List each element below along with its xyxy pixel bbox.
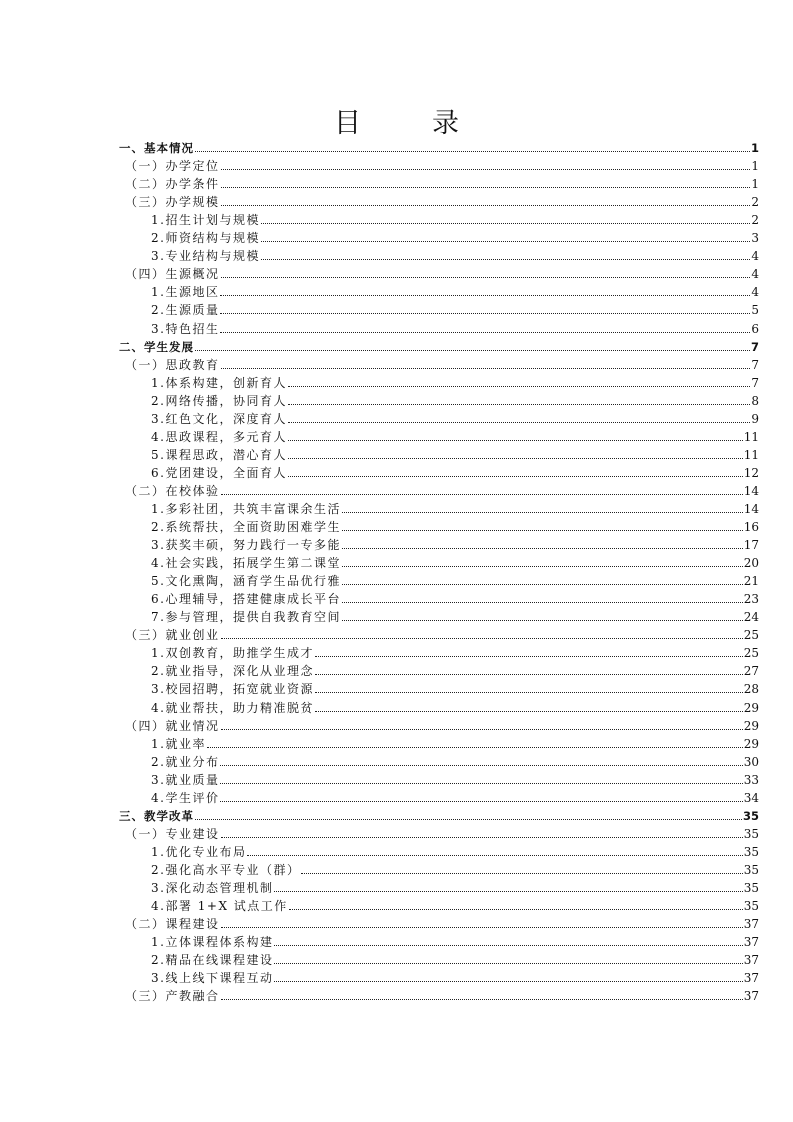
toc-entry[interactable] xyxy=(119,985,759,1003)
toc-entry-page-number: 16 xyxy=(743,520,759,535)
toc-entry[interactable] xyxy=(119,462,759,480)
toc-entry[interactable] xyxy=(119,678,759,696)
dot-leader xyxy=(221,186,751,188)
toc-entry-page-number: 37 xyxy=(743,953,759,968)
dot-leader xyxy=(342,529,743,531)
toc-entry[interactable] xyxy=(119,317,759,335)
toc-entry-label: 6.党团建设，全面育人 xyxy=(151,465,287,480)
toc-entry[interactable] xyxy=(119,498,759,516)
toc-entry[interactable] xyxy=(119,516,759,534)
toc-entry-page-number: 30 xyxy=(743,754,759,769)
dot-leader xyxy=(221,367,751,369)
toc-entry-label: 3.深化动态管理机制 xyxy=(151,880,274,895)
toc-entry-label: 6.心理辅导，搭建健康成长平台 xyxy=(151,592,341,607)
toc-entry-label: 1.优化专业布局 xyxy=(151,844,247,859)
dot-leader xyxy=(220,331,750,333)
toc-entry-page-number: 4 xyxy=(751,249,759,264)
toc-entry-page-number: 11 xyxy=(743,447,759,462)
toc-entry-label: 3.红色文化，深度育人 xyxy=(151,411,287,426)
toc-entry-page-number: 37 xyxy=(743,971,759,986)
dot-leader xyxy=(288,403,750,405)
toc-entry[interactable] xyxy=(119,967,759,985)
dot-leader xyxy=(221,836,743,838)
toc-entry-page-number: 35 xyxy=(743,826,759,841)
dot-leader xyxy=(220,764,742,766)
toc-entry-label: （二）在校体验 xyxy=(125,483,220,498)
toc-entry-page-number: 7 xyxy=(750,339,759,354)
dot-leader xyxy=(221,728,743,730)
toc-entry-label: 二、学生发展 xyxy=(119,339,194,354)
dot-leader xyxy=(221,276,751,278)
toc-entry-page-number: 14 xyxy=(743,501,759,516)
toc-entry-label: （四）就业情况 xyxy=(125,718,220,733)
toc-entry-page-number: 25 xyxy=(743,628,759,643)
toc-entry[interactable] xyxy=(119,354,759,372)
toc-entry-page-number: 14 xyxy=(743,483,759,498)
toc-entry-page-number: 29 xyxy=(743,736,759,751)
dot-leader xyxy=(342,583,743,585)
toc-entry-page-number: 37 xyxy=(743,917,759,932)
toc-entry-label: 2.网络传播，协同育人 xyxy=(151,393,287,408)
toc-entry-label: 1.双创教育，助推学生成才 xyxy=(151,646,314,661)
toc-entry-label: 2.就业分布 xyxy=(151,754,220,769)
dot-leader xyxy=(195,150,750,152)
dot-leader xyxy=(195,349,750,351)
toc-entry-label: 4.思政课程，多元育人 xyxy=(151,429,287,444)
toc-entry-page-number: 35 xyxy=(743,844,759,859)
toc-entry[interactable] xyxy=(119,624,759,642)
dot-leader xyxy=(315,691,743,693)
dot-leader xyxy=(288,439,743,441)
dot-leader xyxy=(315,655,743,657)
toc-entry-label: （一）办学定位 xyxy=(125,159,220,174)
toc-entry-label: 3.校园招聘，拓宽就业资源 xyxy=(151,682,314,697)
toc-entry-label: 3.就业质量 xyxy=(151,772,220,787)
toc-entry-page-number: 37 xyxy=(743,935,759,950)
toc-entry-page-number: 35 xyxy=(743,899,759,914)
dot-leader xyxy=(288,385,750,387)
toc-entry-page-number: 1 xyxy=(750,141,759,156)
dot-leader xyxy=(221,493,743,495)
toc-entry[interactable] xyxy=(119,913,759,931)
toc-entry-label: 2.系统帮扶，全面资助困难学生 xyxy=(151,520,341,535)
toc-entry-label: 2.师资结构与规模 xyxy=(151,231,260,246)
toc-entry[interactable] xyxy=(119,245,759,263)
toc-entry[interactable] xyxy=(119,372,759,390)
toc-entry-page-number: 21 xyxy=(743,574,759,589)
dot-leader xyxy=(315,710,743,712)
toc-entry-label: 5.文化熏陶，涵育学生品优行雅 xyxy=(151,574,341,589)
toc-entry-label: （三）就业创业 xyxy=(125,628,220,643)
toc-entry-label: 4.学生评价 xyxy=(151,790,220,805)
toc-entry[interactable] xyxy=(119,715,759,733)
toc-entry[interactable] xyxy=(119,733,759,751)
table-of-contents xyxy=(119,137,759,1003)
toc-entry-page-number: 3 xyxy=(751,231,759,246)
toc-entry-label: 一、基本情况 xyxy=(119,141,194,156)
dot-leader xyxy=(342,511,743,513)
toc-entry[interactable] xyxy=(119,408,759,426)
dot-leader xyxy=(221,168,751,170)
toc-entry-page-number: 8 xyxy=(751,393,759,408)
toc-entry-label: （三）办学规模 xyxy=(125,195,220,210)
toc-entry-label: 5.课程思政，潜心育人 xyxy=(151,447,287,462)
toc-entry-page-number: 35 xyxy=(742,808,759,823)
dot-leader xyxy=(261,222,750,224)
toc-entry[interactable] xyxy=(119,336,759,354)
toc-entry-label: 4.社会实践，拓展学生第二课堂 xyxy=(151,556,341,571)
toc-entry[interactable] xyxy=(119,696,759,714)
toc-entry-label: 1.生源地区 xyxy=(151,285,220,300)
toc-entry[interactable] xyxy=(119,949,759,967)
toc-entry-page-number: 4 xyxy=(751,285,759,300)
toc-entry-label: 2.生源质量 xyxy=(151,303,220,318)
toc-entry-label: 1.招生计划与规模 xyxy=(151,213,260,228)
toc-entry[interactable] xyxy=(119,263,759,281)
toc-entry[interactable] xyxy=(119,931,759,949)
toc-entry-page-number: 6 xyxy=(751,321,759,336)
toc-entry-page-number: 29 xyxy=(743,718,759,733)
toc-entry-page-number: 1 xyxy=(751,159,759,174)
dot-leader xyxy=(274,980,742,982)
toc-entry[interactable] xyxy=(119,877,759,895)
page-title: 目 录 xyxy=(334,108,481,139)
dot-leader xyxy=(207,746,743,748)
toc-entry[interactable] xyxy=(119,642,759,660)
toc-entry[interactable] xyxy=(119,606,759,624)
toc-entry[interactable] xyxy=(119,444,759,462)
toc-entry[interactable] xyxy=(119,570,759,588)
toc-entry[interactable] xyxy=(119,299,759,317)
toc-entry-page-number: 24 xyxy=(743,610,759,625)
toc-entry-page-number: 33 xyxy=(743,772,759,787)
toc-entry[interactable] xyxy=(119,281,759,299)
toc-entry[interactable] xyxy=(119,155,759,173)
dot-leader xyxy=(247,854,742,856)
dot-leader xyxy=(261,258,750,260)
dot-leader xyxy=(288,475,743,477)
toc-entry-label: 3.线上线下课程互动 xyxy=(151,971,274,986)
toc-entry[interactable] xyxy=(119,480,759,498)
toc-entry-page-number: 27 xyxy=(743,664,759,679)
toc-entry[interactable] xyxy=(119,390,759,408)
toc-entry[interactable] xyxy=(119,823,759,841)
toc-entry-label: 1.体系构建，创新育人 xyxy=(151,375,287,390)
toc-entry[interactable] xyxy=(119,859,759,877)
toc-entry[interactable] xyxy=(119,588,759,606)
toc-entry-page-number: 25 xyxy=(743,646,759,661)
toc-entry-label: 4.部署 1+X 试点工作 xyxy=(151,899,288,914)
toc-entry-page-number: 9 xyxy=(751,411,759,426)
toc-entry-page-number: 29 xyxy=(743,700,759,715)
toc-entry-label: 2.就业指导，深化从业理念 xyxy=(151,664,314,679)
toc-entry-label: 1.就业率 xyxy=(151,736,206,751)
toc-entry[interactable] xyxy=(119,191,759,209)
dot-leader xyxy=(221,926,743,928)
toc-entry-page-number: 5 xyxy=(751,303,759,318)
dot-leader xyxy=(301,872,742,874)
dot-leader xyxy=(221,637,743,639)
toc-entry-label: （二）课程建设 xyxy=(125,917,220,932)
dot-leader xyxy=(342,619,743,621)
toc-entry[interactable] xyxy=(119,173,759,191)
toc-entry-label: 3.特色招生 xyxy=(151,321,220,336)
toc-entry-label: 三、教学改革 xyxy=(119,808,194,823)
dot-leader xyxy=(195,818,742,820)
toc-entry-page-number: 17 xyxy=(743,538,759,553)
toc-entry-label: 3.专业结构与规模 xyxy=(151,249,260,264)
toc-entry[interactable] xyxy=(119,227,759,245)
toc-entry-page-number: 28 xyxy=(743,682,759,697)
toc-entry-label: 2.强化高水平专业（群） xyxy=(151,862,301,877)
toc-entry[interactable] xyxy=(119,805,759,823)
dot-leader xyxy=(342,547,743,549)
toc-entry-page-number: 20 xyxy=(743,556,759,571)
toc-entry[interactable] xyxy=(119,769,759,787)
dot-leader xyxy=(220,782,742,784)
dot-leader xyxy=(274,944,742,946)
toc-entry-label: （三）产教融合 xyxy=(125,989,220,1004)
dot-leader xyxy=(220,800,742,802)
dot-leader xyxy=(315,673,743,675)
toc-entry-label: （二）办学条件 xyxy=(125,177,220,192)
dot-leader xyxy=(261,240,750,242)
toc-entry-label: （一）思政教育 xyxy=(125,357,220,372)
toc-entry-page-number: 12 xyxy=(743,465,759,480)
toc-entry-label: 7.参与管理，提供自我教育空间 xyxy=(151,610,341,625)
toc-entry-label: 2.精品在线课程建设 xyxy=(151,953,274,968)
dot-leader xyxy=(342,601,743,603)
toc-entry[interactable] xyxy=(119,534,759,552)
toc-entry-page-number: 7 xyxy=(751,357,759,372)
toc-entry-label: （四）生源概况 xyxy=(125,267,220,282)
toc-entry-page-number: 11 xyxy=(743,429,759,444)
toc-entry-page-number: 35 xyxy=(743,862,759,877)
toc-entry-page-number: 4 xyxy=(751,267,759,282)
toc-entry[interactable] xyxy=(119,426,759,444)
toc-entry-page-number: 1 xyxy=(751,177,759,192)
dot-leader xyxy=(221,998,743,1000)
toc-entry-page-number: 37 xyxy=(743,989,759,1004)
dot-leader xyxy=(342,565,743,567)
toc-entry-page-number: 2 xyxy=(751,213,759,228)
toc-entry[interactable] xyxy=(119,841,759,859)
toc-entry[interactable] xyxy=(119,209,759,227)
toc-entry-label: 1.多彩社团，共筑丰富课余生活 xyxy=(151,501,341,516)
dot-leader xyxy=(288,421,750,423)
dot-leader xyxy=(274,962,742,964)
toc-entry[interactable] xyxy=(119,895,759,913)
dot-leader xyxy=(289,908,743,910)
toc-entry-page-number: 34 xyxy=(743,790,759,805)
dot-leader xyxy=(220,312,750,314)
toc-entry-page-number: 35 xyxy=(743,880,759,895)
toc-entry-label: 4.就业帮扶，助力精准脱贫 xyxy=(151,700,314,715)
toc-entry[interactable] xyxy=(119,787,759,805)
toc-entry-label: 3.获奖丰硕，努力践行一专多能 xyxy=(151,538,341,553)
dot-leader xyxy=(220,294,750,296)
toc-entry-label: （一）专业建设 xyxy=(125,826,220,841)
toc-entry[interactable] xyxy=(119,660,759,678)
toc-entry[interactable] xyxy=(119,751,759,769)
toc-entry-page-number: 7 xyxy=(751,375,759,390)
toc-entry-page-number: 2 xyxy=(751,195,759,210)
toc-entry-page-number: 23 xyxy=(743,592,759,607)
toc-entry-label: 1.立体课程体系构建 xyxy=(151,935,274,950)
dot-leader xyxy=(221,204,751,206)
toc-entry[interactable] xyxy=(119,552,759,570)
dot-leader xyxy=(288,457,743,459)
dot-leader xyxy=(274,890,742,892)
toc-entry[interactable] xyxy=(119,137,759,155)
